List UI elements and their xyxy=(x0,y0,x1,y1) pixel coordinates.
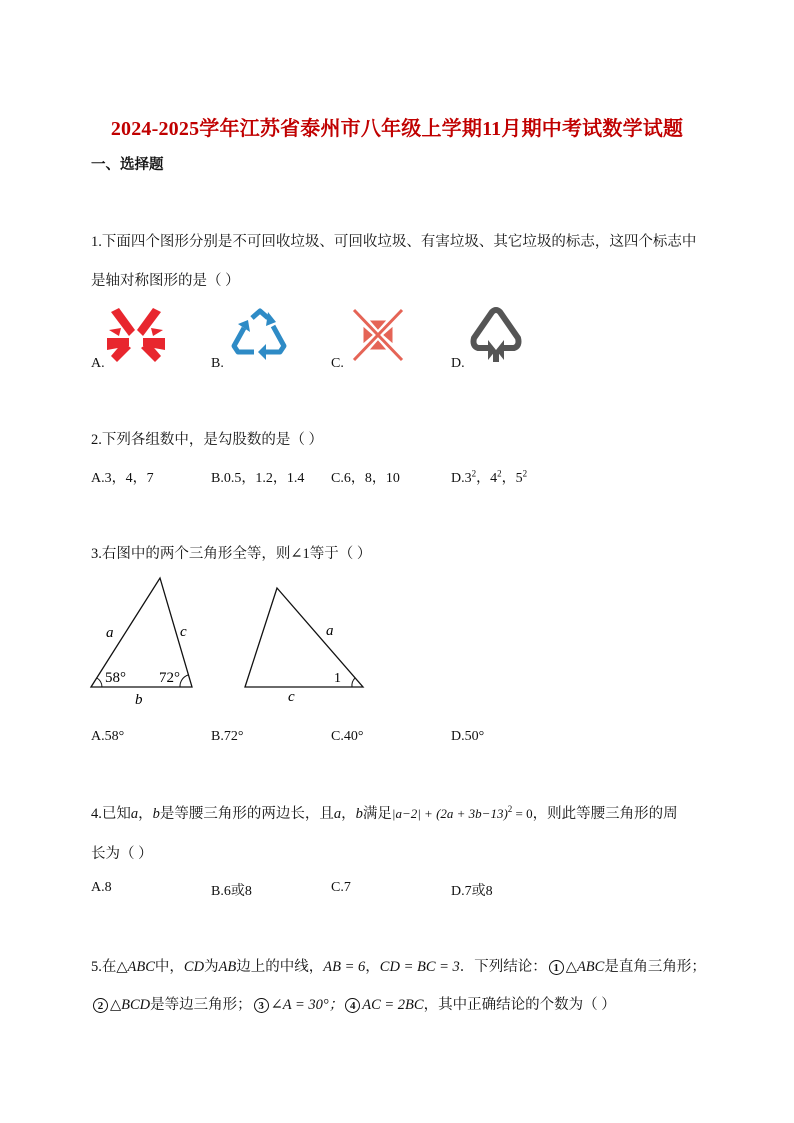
tri1-side-b: b xyxy=(135,692,143,708)
q1-option-d-label: D. xyxy=(451,356,465,371)
hazardous-waste-icon xyxy=(350,308,406,362)
q1-option-a-label: A. xyxy=(91,356,105,371)
page-title: 2024-2025学年江苏省泰州市八年级上学期11月期中考试数学试题 xyxy=(110,118,684,140)
tri2-side-c: c xyxy=(288,689,295,705)
q5-stem-line1: 5.在△ABC中，CD为AB边上的中线，AB = 6，CD = BC = 3．下列结论： 1 △ABC是直角三角形； xyxy=(91,959,706,975)
tri2-angle-1: 1 xyxy=(334,671,341,686)
section-heading: 一、选择题 xyxy=(91,157,164,173)
q1-stem-line1: 1.下面四个图形分别是不可回收垃圾、可回收垃圾、有害垃圾、其它垃圾的标志，这四个标志中 xyxy=(91,234,697,250)
q1-option-c-label: C. xyxy=(331,356,344,371)
q5-stem-line2: 2 △BCD是等边三角形； 3 ∠A = 30°； 4 AC = 2BC，其中正确结论的个数为（ ） xyxy=(91,993,616,1014)
q2-option-c: C.6，8，10 xyxy=(331,471,400,486)
tri2-side-a: a xyxy=(326,623,334,639)
q2-stem: 2.下列各组数中，是勾股数的是（ ） xyxy=(91,432,323,448)
recyclable-icon xyxy=(228,308,292,362)
q3-option-c: C.40° xyxy=(331,729,364,744)
circled-number-1: 1 xyxy=(549,960,564,975)
q2-option-d: $D.3^2$，$4^2$，$5^2$ xyxy=(451,468,528,486)
tri1-side-c: c xyxy=(180,624,187,640)
q2-option-a: A.3，4，7 xyxy=(91,471,154,486)
q3-stem: 3.右图中的两个三角形全等，则∠1等于（ ） xyxy=(91,546,372,562)
triangle-2-figure xyxy=(242,585,370,707)
q4-option-b: B.6或8 xyxy=(211,884,252,899)
q4-stem-line2: 长为（ ） xyxy=(91,846,153,862)
circled-number-3: 3 xyxy=(254,998,269,1013)
tri1-angle-58: 58° xyxy=(105,670,126,686)
q2-option-b: B.0.5，1.2，1.4 xyxy=(211,471,305,486)
circled-number-2: 2 xyxy=(93,998,108,1013)
other-waste-icon xyxy=(468,306,524,366)
non-recyclable-icon xyxy=(105,308,167,364)
q4-stem-line1: 4.已知a，b是等腰三角形的两边长，且a，b满足$|a-2| + (2a + 3b-13)^2 = 0$，则此等腰三角形的周 xyxy=(91,804,678,822)
q4-option-a: A.8 xyxy=(91,880,112,895)
q1-option-b-label: B. xyxy=(211,356,224,371)
q1-stem-line2: 是轴对称图形的是（ ） xyxy=(91,273,240,289)
circled-number-4: 4 xyxy=(345,998,360,1013)
tri1-side-a: a xyxy=(106,625,114,641)
tri1-angle-72: 72° xyxy=(159,670,180,686)
q3-option-d: D.50° xyxy=(451,729,485,744)
q4-option-c: C.7 xyxy=(331,880,351,895)
q4-option-d: D.7或8 xyxy=(451,884,493,899)
triangle-1-figure xyxy=(88,575,200,710)
q3-option-b: B.72° xyxy=(211,729,244,744)
q3-option-a: A.58° xyxy=(91,729,125,744)
